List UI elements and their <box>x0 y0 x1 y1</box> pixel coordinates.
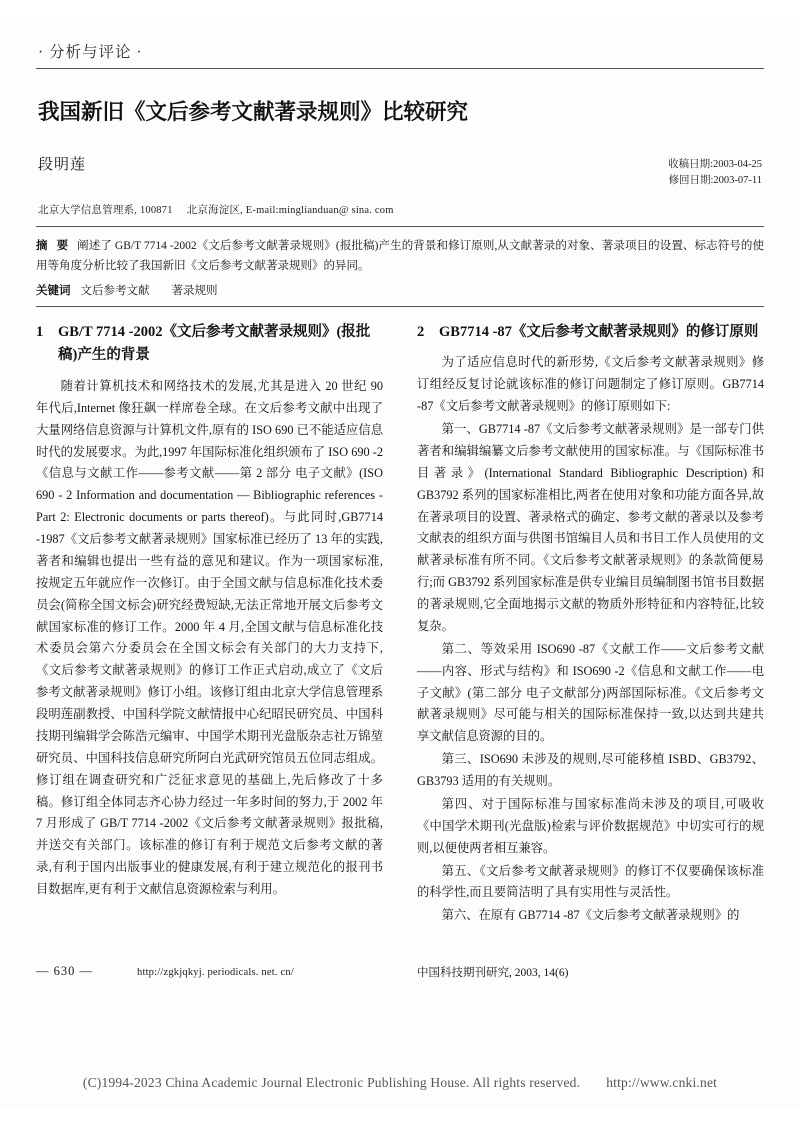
section-heading-1 <box>36 321 383 368</box>
paragraph: 第二、等效采用 ISO690 -87《文献工作——文后参考文献——内容、形式与结构》和 ISO690 -2《信息和文献工作——电子文献》(第二部分 电子文献部分)两部国际标准。《文后参考文献著录规则》尽可能与相关的国际标准保持一致,以达到共建共享文献信息资源的目的。 <box>417 641 764 744</box>
page-number: — 630 — <box>36 964 93 978</box>
keywords <box>36 282 764 298</box>
affiliation-part1: 北京大学信息管理系, 100871 <box>38 205 173 217</box>
paragraph: 第五、《文后参考文献著录规则》的修订不仅要确保该标准的科学性,而且要简洁明了具有实用性与灵活性。 <box>417 863 764 900</box>
footer-left <box>36 964 383 979</box>
journal-reference: 中国科技期刊研究, 2003, 14(6) <box>417 967 569 979</box>
abstract-text: 阐述了 GB/T 7714 -2002《文后参考文献著录规则》(报批稿)产生的背景和修订原则,从文献著录的对象、著录项目的设置、标志符号的使用等角度分析比较了我国新旧《文后参考文献著录规则》的异同。 <box>36 240 765 273</box>
keywords-bottom-rule <box>36 306 764 307</box>
paragraph: 为了适应信息时代的新形势,《文后参考文献著录规则》修订组经反复讨论就该标准的修订问题制定了修订原则。GB7714 -87《文后参考文献著录规则》的修订原则如下: <box>417 355 764 414</box>
page-bottom-margin <box>0 1108 800 1133</box>
keywords-label: 关键词 <box>36 285 71 297</box>
keyword-item: 文后参考文献 <box>80 285 150 297</box>
paragraph: 第四、对于国际标准与国家标准尚未涉及的项目,可吸收《中国学术期刊(光盘版)检索与评价数据规范》中切实可行的规则,以便使两者相互兼容。 <box>417 796 764 855</box>
column-left <box>36 321 383 928</box>
section-title: GB/T 7714 -2002《文后参考文献著录规则》(报批稿)产生的背景 <box>58 324 371 364</box>
paragraph: 第三、ISO690 未涉及的规则,尽可能移植 ISBD、GB3792、GB3793 适用的有关规则。 <box>417 752 764 789</box>
page-top-margin <box>0 0 800 18</box>
journal-url: http://zgkjqkyj. periodicals. net. cn/ <box>137 967 294 978</box>
page-footer <box>36 964 764 980</box>
page-title: 我国新旧《文后参考文献著录规则》比较研究 <box>38 100 469 124</box>
paragraph: 第一、GB7714 -87《文后参考文献著录规则》是一部专门供著者和编辑编纂文后参考文献使用的国家标准。与《国际标准书目著录》(International Standard Bibliographic Description)和 GB3792 系列的国家标准相比,两者在使用对象和功能方面各异,故在著录项目的设置、著录格式的确定、参考文献的著录以及参考文献表的组织方面与供图书馆编目人员和书目工作人员使用的文献著录标准有所不同。《文后参考文献著录规则》的条款简便易行;而 GB3792 系列国家标准是供专业编目员编制图书馆书目数据的著录规则,它全面地揭示文献的物质外形特征和内容特征,比较复杂。 <box>417 422 764 633</box>
copyright-text: (C)1994-2023 China Academic Journal Electronic Publishing House. All rights reserved. <box>82 1075 581 1090</box>
abstract-top-rule <box>36 226 764 227</box>
affiliation <box>36 202 764 217</box>
copyright-banner <box>0 1075 800 1091</box>
paragraph: 第六、在原有 GB7714 -87《文后参考文献著录规则》的 <box>441 908 740 923</box>
date-block <box>668 153 764 190</box>
section-number: 2 <box>417 324 425 340</box>
received-date: 收稿日期:2003-04-25 <box>668 158 762 170</box>
two-column-body <box>36 321 764 928</box>
cnki-url: http://www.cnki.net <box>606 1075 718 1090</box>
section-heading-2 <box>417 321 764 344</box>
article-content <box>36 40 764 928</box>
section-title: GB7714 -87《文后参考文献著录规则》的修订原则 <box>439 324 759 340</box>
running-head: · 分析与评论 · <box>38 44 143 61</box>
revised-date: 修回日期:2003-07-11 <box>668 175 762 187</box>
paragraph: 随着计算机技术和网络技术的发展,尤其是进入 20 世纪 90 年代后,Internet 像狂飙一样席卷全球。在文后参考文献中出现了大量网络信息资源与计算机文件,原有的 ISO 690 已不能适应信息时代的发展要求。为此,1997 年国际标准化组织颁布了 ISO 690 -2《信息与文献工作——参考文献——第 2 部分 电子文献》(ISO 690 - 2 Information and documentation — Bibliographic references - Part 2: Electronic documents or parts thereof)。与此同时,GB7714 -1987《文后参考文献著录规则》国家标准已经历了 13 年的实践,著者和编辑也提出一些有益的意见和建议。作为一项国家标准,按规定五年就应作一次修订。由于全国文献与信息标准化技术委员会(简称全国文标会)研究经费短缺,无法正常地开展文后参考文献国家标准的修订工作。2000 年 4 月,全国文献与信息标准化技术委员会第六分委员会在全国文标会有关部门的大力支持下,《文后参考文献著录规则》的修订工作正式启动,成立了《文后参考文献著录规则》修订小组。该修订组由北京大学信息管理系段明莲副教授、中国科学院文献情报中心纪昭民研究员、中国科技期刊编辑学会陈浩元编审、中国学术期刊光盘版杂志社万锦堃研究员、中国科技信息研究所阿白光武研究馆员五位同志组成。修订组在调查研究和广泛征求意见的基础上,先后修改了十多稿。修订组全体同志齐心协力经过一年多时间的努力,于 2002 年 7 月形成了 GB/T 7714 -2002《文后参考文献著录规则》报批稿,并送交有关部门。该标准的修订有利于规范文后参考文献的著录,有利于国内出版事业的健康发展,有利于建立规范化的报刊书目数据库,更有利于文献信息资源检索与利用。 <box>36 378 383 897</box>
affiliation-part2: 北京海淀区, E-mail:minglianduan@ sina. com <box>186 205 394 217</box>
running-head-rule <box>36 68 764 69</box>
column-right <box>417 321 764 928</box>
section-number: 1 <box>36 324 44 340</box>
author-row <box>36 153 764 190</box>
abstract-label: 摘 要 <box>36 240 72 253</box>
author-name: 段明莲 <box>38 156 87 173</box>
keyword-item: 著录规则 <box>171 285 218 297</box>
abstract <box>36 237 764 277</box>
